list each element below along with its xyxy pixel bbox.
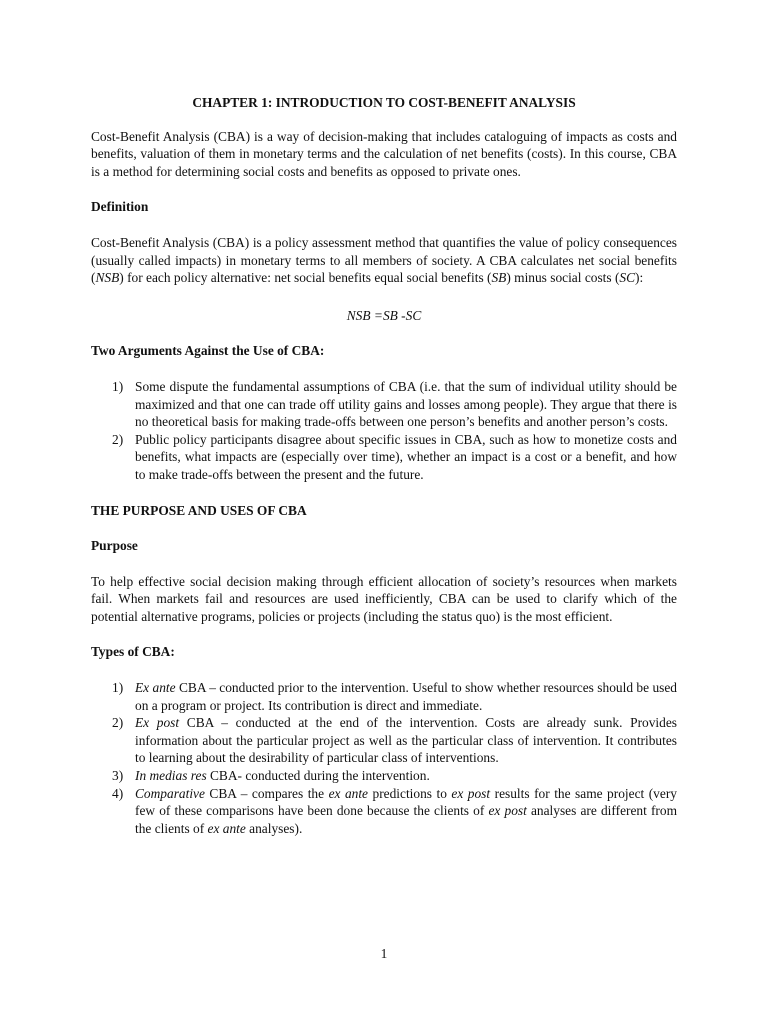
nsb-formula: NSB =SB -SC [346, 307, 422, 323]
arguments-heading: Two Arguments Against the Use of CBA: [91, 343, 325, 359]
list-item: 2) Ex post CBA – conducted at the end of the intervention. Costs are already sunk. Provides information about the particular project as well as the particular class of intervention. It contributes to learning about the desirability of particular class of interventions. [112, 715, 677, 766]
list-item: 2) Public policy participants disagree about specific issues in CBA, such as how to monetize costs and benefits, what impacts are (especially over time), whether an impact is a cost or a benefit, and how to make trade-offs between the present and the future. [112, 431, 677, 482]
list-item: 3) In medias res CBA- conducted during the intervention. [112, 768, 430, 784]
types-list [91, 679, 677, 837]
list-item: 4) Comparative CBA – compares the ex ante predictions to ex post results for the same project (very few of these comparisons have been done because the clients of ex post analyses are different from the clients of ex ante analyses). [112, 785, 678, 836]
page-number: 1 [380, 946, 388, 961]
chapter-title: CHAPTER 1: INTRODUCTION TO COST-BENEFIT ANALYSIS [192, 95, 576, 110]
list-item: 1) Ex ante CBA – conducted prior to the intervention. Useful to show whether resources should be used on a program or project. Its contribution is direct and immediate. [112, 680, 678, 713]
purpose-uses-heading: THE PURPOSE AND USES OF CBA [91, 502, 307, 518]
types-heading: Types of CBA: [91, 644, 175, 660]
arguments-list [91, 378, 677, 484]
purpose-paragraph: To help effective social decision making through efficient allocation of society’s resources when markets fail. When markets fail and resources are used inefficiently, CBA can be used to clarify which of the potential alternative programs, policies or projects (including the status quo) is the most efficient. [91, 573, 677, 624]
list-item: 1) Some dispute the fundamental assumptions of CBA (i.e. that the sum of individual utility should be maximized and that one can trade off utility gains and losses among people). They argue that there is no theoretical basis for making trade-offs between one person’s benefits and another person’s costs. [112, 378, 677, 430]
definition-heading: Definition [91, 199, 149, 215]
definition-paragraph: Cost-Benefit Analysis (CBA) is a policy assessment method that quantifies the value of policy consequences (usually called impacts) in monetary terms to all members of society. A CBA calculates net social benefits (NSB) for each policy alternative: net social benefits equal social benefits (SB) minus social costs (SC): [91, 234, 677, 286]
purpose-heading: Purpose [91, 538, 138, 554]
intro-paragraph: Cost-Benefit Analysis (CBA) is a way of decision-making that includes cataloguing of impacts as costs and benefits, valuation of them in monetary terms and the calculation of net benefits (costs). In this course, CBA is a method for determining social costs and benefits as opposed to private ones. [91, 128, 677, 179]
page-content [91, 94, 677, 837]
